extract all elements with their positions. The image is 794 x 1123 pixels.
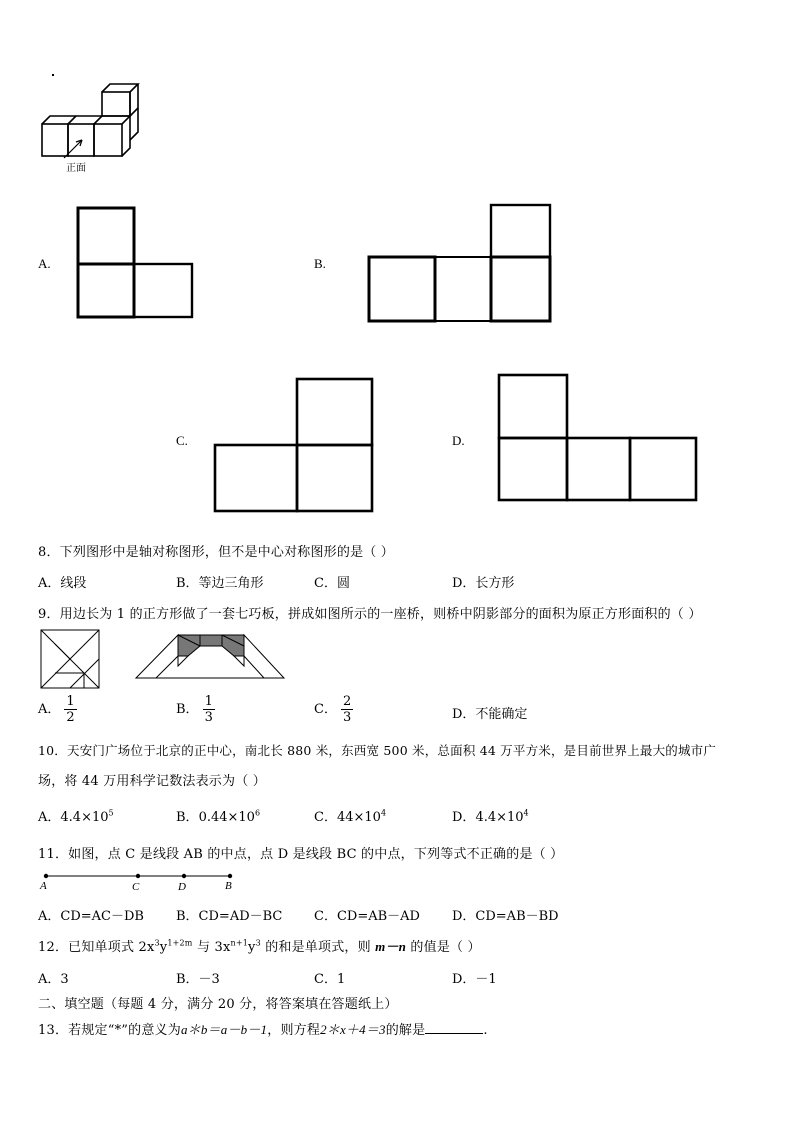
denominator: 2 [66,710,75,725]
q10-option-a-exp: 5 [108,808,114,818]
q13-end: . [483,1023,488,1038]
q8-stem: 8．下列图形中是轴对称图形，但不是中心对称图形的是（ ） [38,545,395,560]
q10-option-c-label: C． [314,810,337,825]
tangram-bridge-figure [134,634,286,680]
q10-option-c [314,806,386,825]
q12-option-c: C．1 [314,972,346,987]
q10-stem-line1: 10．天安门广场位于北京的正中心，南北长 880 米，东西宽 500 米，总面积 44 万平方米，是目前世界上最大的城市广 [38,743,717,758]
q10-option-a-base: 4.4×10 [60,810,109,825]
numerator: 2 [342,694,352,709]
q9-option-c-label: C． [314,702,337,717]
point-label-a: A [40,880,47,892]
q10-option-d-label: D． [452,810,476,825]
q10-option-b-exp: 6 [254,808,261,818]
q9-option-c [314,694,353,725]
q13-stem [38,1019,488,1038]
q12-option-b: B．－3 [176,972,220,987]
q13-rule: a＊b＝a－b－1 [180,1022,268,1037]
q9-option-a [38,694,77,725]
q12-stem-a: 12．已知单项式 2x [38,940,155,955]
q7-option-a-figure [76,206,196,320]
tangram-square-figure [40,629,102,689]
denominator: 3 [204,710,213,725]
numerator: 1 [66,694,75,709]
q12-stem-b: 的和是单项式，则 [260,940,376,955]
dot-mark [52,74,54,76]
answer-blank[interactable] [425,1021,483,1034]
q9-option-b [176,694,215,725]
q11-option-a: A．CD=AC－DB [38,909,144,924]
denominator: 3 [342,710,352,725]
q13-stem-c: 的解是 [385,1023,426,1038]
front-label: 正面 [66,163,86,174]
fraction [341,694,353,725]
q10-option-b-label: B． [176,810,199,825]
q9-option-a-label: A． [38,702,61,717]
q12-mid2: 与 3x [192,940,231,955]
q7-option-c-label: C. [176,433,188,448]
q10-option-c-exp: 4 [380,808,387,818]
q11-option-c: C．CD=AB－AD [314,909,420,924]
q10-option-d [452,806,529,825]
q7-option-b-label: B. [314,256,326,271]
q12-exp2: 1+2m [167,938,193,948]
q12-exp3: n+1 [230,938,249,948]
q13-stem-a: 13．若规定“*”的意义为 [38,1023,181,1038]
q10-option-a [38,806,114,825]
q10-option-a-label: A． [38,810,61,825]
q7-option-c-figure [213,377,377,515]
q12-stem-c: 的值是（ ） [406,940,481,955]
q7-option-d-label: D. [452,433,465,448]
q10-option-b [176,806,260,825]
q8-option-d: D．长方形 [452,576,515,591]
numerator: 1 [204,694,213,709]
point-label-d: D [178,881,186,893]
q11-option-d: D．CD=AB－BD [452,909,559,924]
q8-option-c: C．圆 [314,576,350,591]
fraction [64,694,76,725]
cube-figure [36,78,146,178]
q10-stem-line2: 场，将 44 万用科学记数法表示为（ ） [38,774,266,789]
q8-option-a: A．线段 [38,576,87,591]
point-label-c: C [132,881,140,893]
point-label-b: B [225,880,232,892]
q11-option-b: B．CD=AD－BC [176,909,283,924]
q10-option-c-base: 44×10 [336,810,381,825]
q12-option-d: D．－1 [452,972,497,987]
q9-stem: 9．用边长为 1 的正方形做了一套七巧板，拼成如图所示的一座桥，则桥中阴影部分的面积为原正方形面积的（ ） [38,607,702,622]
q7-option-d-figure [497,373,701,503]
q13-equation: 2＊x＋4＝3 [320,1022,386,1037]
q12-option-a: A．3 [38,972,69,987]
q10-option-b-base: 0.44×10 [198,810,255,825]
q7-option-a-label: A. [38,256,51,271]
q12-stem [38,936,481,955]
q11-stem: 11．如图，点 C 是线段 AB 的中点，点 D 是线段 BC 的中点，下列等式不正确的是（ ） [38,847,564,862]
q12-expr: m－n [375,939,407,954]
q8-option-b: B．等边三角形 [176,576,264,591]
section-heading-fill-blank: 二、填空题（每题 4 分，满分 20 分，将答案填在答题纸上） [38,997,398,1012]
q9-option-d: D．不能确定 [452,707,528,722]
q12-exp4: 3 [255,938,261,948]
segment-figure [38,868,242,894]
q7-option-b-figure [367,203,555,325]
q13-stem-b: ，则方程 [267,1023,321,1038]
q12-mid3: y [248,940,256,955]
q12-exp1: 3 [154,938,160,948]
fraction [203,694,215,725]
q9-option-b-label: B． [176,702,199,717]
q10-option-d-exp: 4 [523,808,529,818]
q10-option-d-base: 4.4×10 [475,810,524,825]
q12-mid1: y [159,940,168,955]
